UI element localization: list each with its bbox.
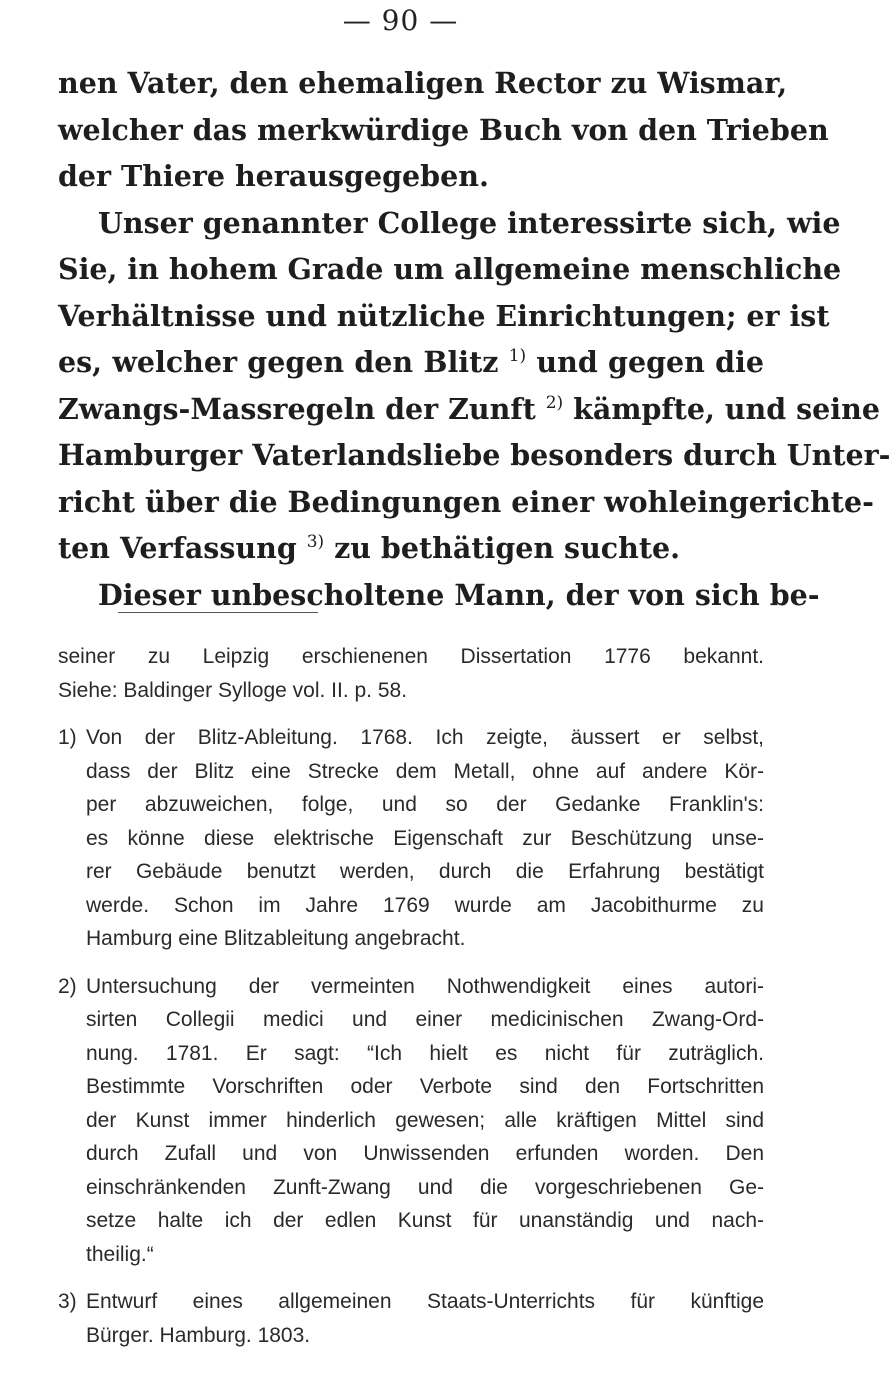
footnote-text: Untersuchung der vermeinten Nothwendigkeit eines autori- (86, 974, 764, 998)
footnote-text: Entwurf eines allgemeinen Staats-Unterrichts für künftige (86, 1290, 764, 1313)
footnote-ref-2[interactable]: 2) (545, 392, 564, 413)
body-line: Verhältnisse und nützliche Einrichtungen; er ist (58, 298, 830, 333)
body-text-segment: Zwangs-Massregeln der Zunft (58, 391, 536, 426)
body-line: Hamburger Vaterlandsliebe besonders durch Unter- (58, 438, 891, 472)
footnote-ref-3[interactable]: 3) (306, 532, 325, 552)
body-line: der Thiere herausgegeben. (58, 159, 489, 193)
footnote-2 (58, 970, 764, 1272)
body-text-segment: und gegen die (536, 345, 764, 379)
footnote-line: Bestimmte Vorschriften oder Verbote sind den Fortschritten (86, 1075, 764, 1098)
continued-footnote (58, 640, 764, 707)
footnote-1 (58, 721, 764, 956)
body-line-with-ref-3 (58, 525, 764, 572)
page-number: — 90 — (342, 4, 459, 37)
footnote-separator (118, 612, 318, 613)
footnote-line: einschränkenden Zunft-Zwang und die vorgeschriebenen Ge- (86, 1175, 764, 1199)
footnote-line: seiner zu Leipzig erschienenen Dissertation 1776 bekannt. (58, 645, 764, 668)
body-line: Sie, in hohem Grade um allgemeine menschliche (58, 252, 842, 286)
body-line-with-ref-2 (58, 386, 880, 433)
main-body-text (58, 60, 891, 618)
footnote-line: es könne diese elektrische Eigenschaft zur Beschützung unse- (86, 826, 764, 850)
footnote-line: Bürger. Hamburg. 1803. (86, 1323, 311, 1347)
footnote-line: Siehe: Baldinger Sylloge vol. II. p. 58. (58, 678, 408, 702)
footnote-line: rer Gebäude benutzt werden, durch die Erfahrung bestätigt (86, 860, 764, 883)
footnote-line: 2) Untersuchung der vermeinten Nothwendigkeit eines autori- (58, 974, 764, 998)
footnote-line: setze halte ich der edlen Kunst für unanständig und nach- (86, 1209, 764, 1232)
body-text-segment: es, welcher gegen den Blitz (58, 345, 499, 379)
body-text-segment: zu bethätigen suchte. (334, 531, 681, 565)
footnote-line: 3) Entwurf eines allgemeinen Staats-Unterrichts für künftige (58, 1290, 764, 1313)
body-text-segment: ten Verfassung (58, 531, 297, 565)
body-line: nen Vater, den ehemaligen Rector zu Wismar, (58, 66, 788, 100)
footnote-line: sirten Collegii medici und einer medicinischen Zwang-Ord- (86, 1008, 764, 1031)
footnotes-section (58, 640, 764, 1352)
footnote-ref-1[interactable]: 1) (508, 346, 527, 366)
footnote-line: per abzuweichen, folge, und so der Gedanke Franklin's: (86, 793, 764, 816)
footnote-line: theilig.“ (86, 1242, 154, 1266)
footnote-line: nung. 1781. Er sagt: “Ich hielt es nicht für zuträglich. (86, 1041, 764, 1065)
body-line: Unser genannter College interessirte sich, wie (98, 205, 841, 240)
footnote-line: Hamburg eine Blitzableitung angebracht. (86, 927, 466, 950)
footnote-line: 1) Von der Blitz-Ableitung. 1768. Ich zeigte, äussert er selbst, (58, 726, 764, 749)
body-line: richt über die Bedingungen einer wohleingerichte- (58, 484, 874, 519)
footnote-text: Von der Blitz-Ableitung. 1768. Ich zeigte, äussert er selbst, (86, 726, 764, 749)
footnote-3 (58, 1285, 764, 1352)
body-line-with-ref-1 (58, 339, 764, 386)
body-line: Dieser unbescholtene Mann, der von sich be- (98, 577, 820, 612)
body-text-segment: kämpfte, und seine (573, 391, 880, 426)
footnote-line: werde. Schon im Jahre 1769 wurde am Jacobithurme zu (86, 893, 764, 917)
footnote-line: dass der Blitz eine Strecke dem Metall, ohne auf andere Kör- (86, 759, 764, 783)
footnote-line: durch Zufall und von Unwissenden erfunden worden. Den (86, 1142, 764, 1165)
body-line: welcher das merkwürdige Buch von den Trieben (58, 112, 829, 147)
footnote-line: der Kunst immer hinderlich gewesen; alle kräftigen Mittel sind (86, 1108, 764, 1132)
